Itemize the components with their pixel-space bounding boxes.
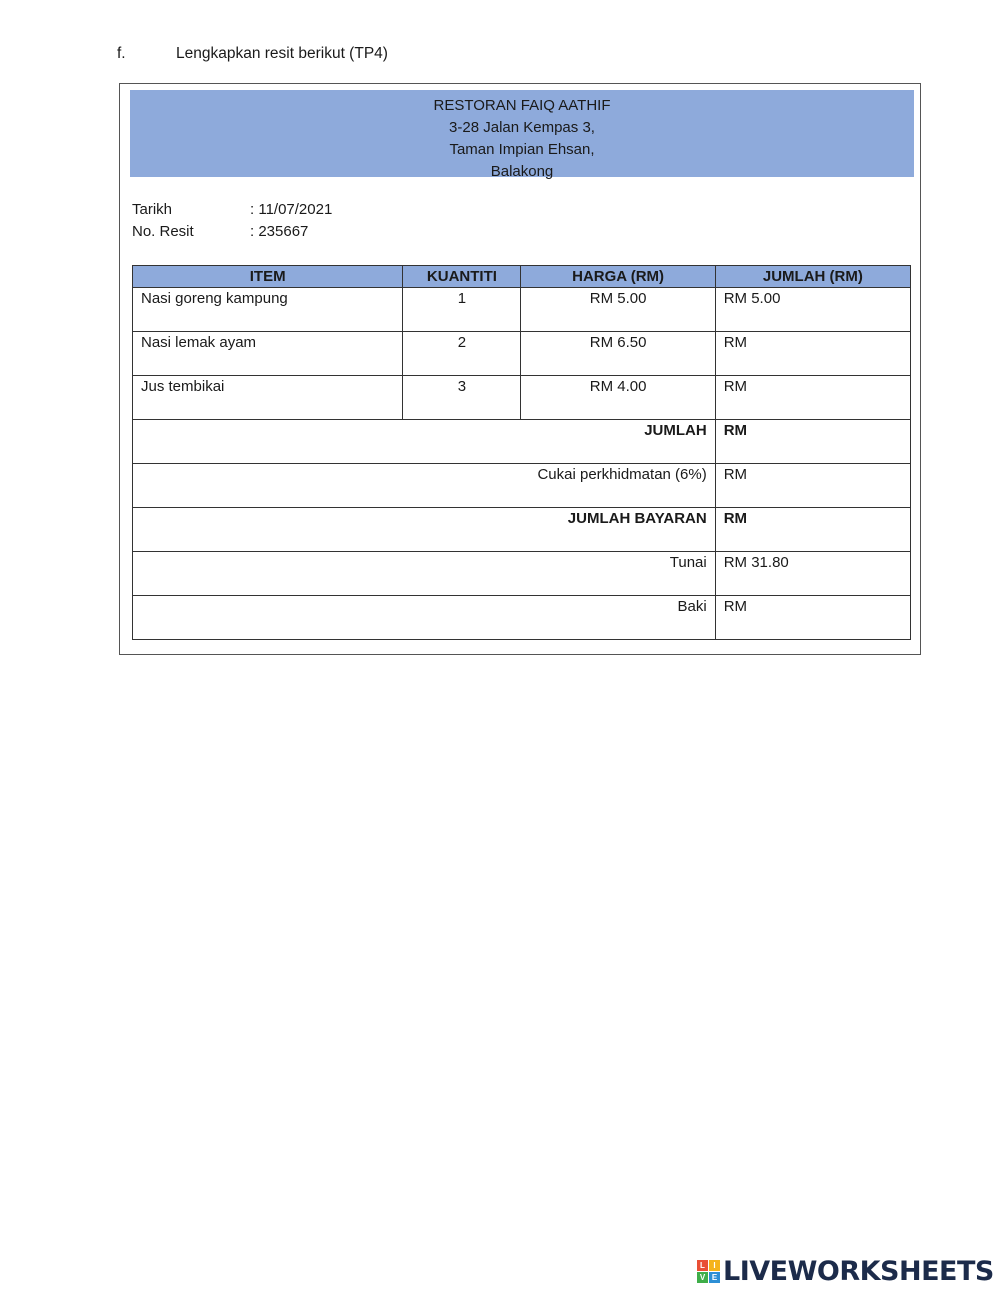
receipt-table (132, 265, 911, 640)
question-letter: f. (117, 45, 126, 62)
item-amount-answer[interactable]: RM (715, 376, 910, 420)
restaurant-name: RESTORAN FAIQ AATHIF (433, 97, 611, 114)
table-row (133, 288, 911, 332)
summary-row-service-tax (133, 464, 911, 508)
summary-row-cash (133, 552, 911, 596)
table-header-row (133, 266, 911, 288)
change-label: Baki (133, 596, 716, 640)
summary-row-total-payment (133, 508, 911, 552)
column-header-amount: JUMLAH (RM) (715, 266, 910, 288)
service-tax-label: Cukai perkhidmatan (6%) (133, 464, 716, 508)
column-header-item: ITEM (133, 266, 403, 288)
receipt (119, 83, 921, 655)
column-header-price: HARGA (RM) (521, 266, 715, 288)
summary-row-change (133, 596, 911, 640)
date-row (132, 201, 332, 218)
total-payment-answer[interactable]: RM (715, 508, 910, 552)
change-answer[interactable]: RM (715, 596, 910, 640)
address-line-1: 3-28 Jalan Kempas 3, (449, 119, 595, 136)
question-line (117, 45, 388, 63)
logo-tiles-icon (697, 1260, 720, 1283)
logo-text: LIVEWORKSHEETS (723, 1255, 994, 1287)
date-value: : 11/07/2021 (250, 201, 333, 218)
column-header-quantity: KUANTITI (403, 266, 521, 288)
receipt-number-label: No. Resit (132, 223, 194, 240)
logo-tile: L (697, 1260, 708, 1271)
logo-tile: V (697, 1272, 708, 1283)
total-payment-label: JUMLAH BAYARAN (133, 508, 716, 552)
item-quantity: 1 (403, 288, 521, 332)
logo-tile: E (709, 1272, 720, 1283)
address-line-2: Taman Impian Ehsan, (449, 141, 595, 158)
summary-row-subtotal (133, 420, 911, 464)
item-quantity: 2 (403, 332, 521, 376)
item-price: RM 5.00 (521, 288, 715, 332)
receipt-number-value: : 235667 (250, 223, 309, 240)
question-text: Lengkapkan resit berikut (TP4) (176, 45, 388, 62)
item-quantity: 3 (403, 376, 521, 420)
cash-value: RM 31.80 (715, 552, 910, 596)
date-label: Tarikh (132, 201, 173, 218)
item-name: Nasi goreng kampung (133, 288, 403, 332)
item-amount-answer[interactable]: RM (715, 332, 910, 376)
logo-tile: I (709, 1260, 720, 1271)
subtotal-label: JUMLAH (133, 420, 716, 464)
address-line-3: Balakong (490, 163, 554, 180)
receipt-number-row (132, 223, 308, 240)
item-price: RM 4.00 (521, 376, 715, 420)
liveworksheets-logo (697, 1255, 994, 1287)
item-name: Nasi lemak ayam (133, 332, 403, 376)
service-tax-answer[interactable]: RM (715, 464, 910, 508)
item-name: Jus tembikai (133, 376, 403, 420)
table-row (133, 376, 911, 420)
subtotal-answer[interactable]: RM (715, 420, 910, 464)
cash-label: Tunai (133, 552, 716, 596)
receipt-header (130, 90, 914, 180)
table-row (133, 332, 911, 376)
item-price: RM 6.50 (521, 332, 715, 376)
item-amount-answer[interactable]: RM 5.00 (715, 288, 910, 332)
